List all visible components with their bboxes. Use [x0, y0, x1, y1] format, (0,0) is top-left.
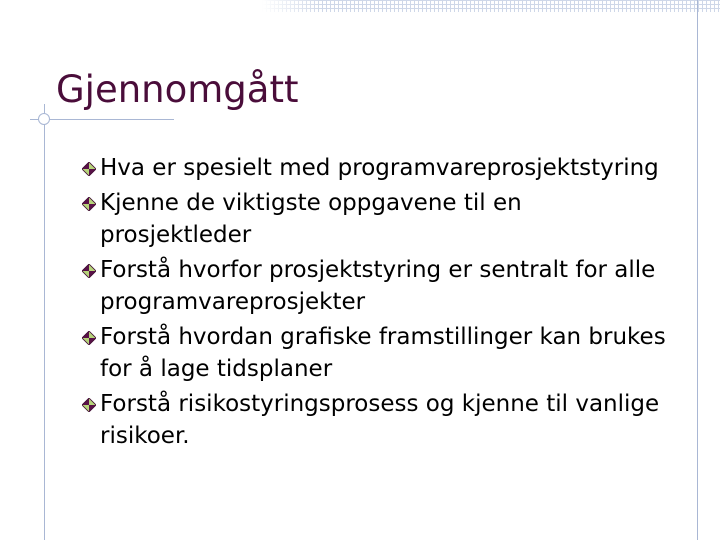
- decorative-title-underline: [30, 119, 174, 120]
- diamond-bullet-icon: [82, 398, 96, 412]
- decorative-crosshair-circle: [38, 113, 50, 125]
- decorative-vertical-line-right: [697, 0, 698, 540]
- bullet-text: Hva er spesielt med programvareprosjektstyring: [100, 155, 659, 181]
- slide-title: Gjennomgått: [56, 68, 299, 111]
- bullet-item: [78, 321, 678, 385]
- bullet-text: Forstå risikostyringsprosess og kjenne til vanlige risikoer.: [100, 391, 660, 449]
- bullet-item: [78, 388, 678, 452]
- bullet-item: [78, 187, 678, 251]
- bullet-list: [78, 152, 678, 455]
- diamond-bullet-icon: [82, 264, 96, 278]
- bullet-text: Forstå hvordan grafiske framstillinger kan brukes for å lage tidsplaner: [100, 324, 666, 382]
- diamond-bullet-icon: [82, 331, 96, 345]
- decorative-grid-band: [262, 0, 720, 12]
- bullet-text: Kjenne de viktigste oppgavene til en prosjektleder: [100, 190, 522, 248]
- bullet-item: [78, 254, 678, 318]
- bullet-item: [78, 152, 678, 184]
- decorative-vertical-line-left: [44, 104, 45, 540]
- bullet-text: Forstå hvorfor prosjektstyring er sentralt for alle programvareprosjekter: [100, 257, 656, 315]
- diamond-bullet-icon: [82, 162, 96, 176]
- diamond-bullet-icon: [82, 197, 96, 211]
